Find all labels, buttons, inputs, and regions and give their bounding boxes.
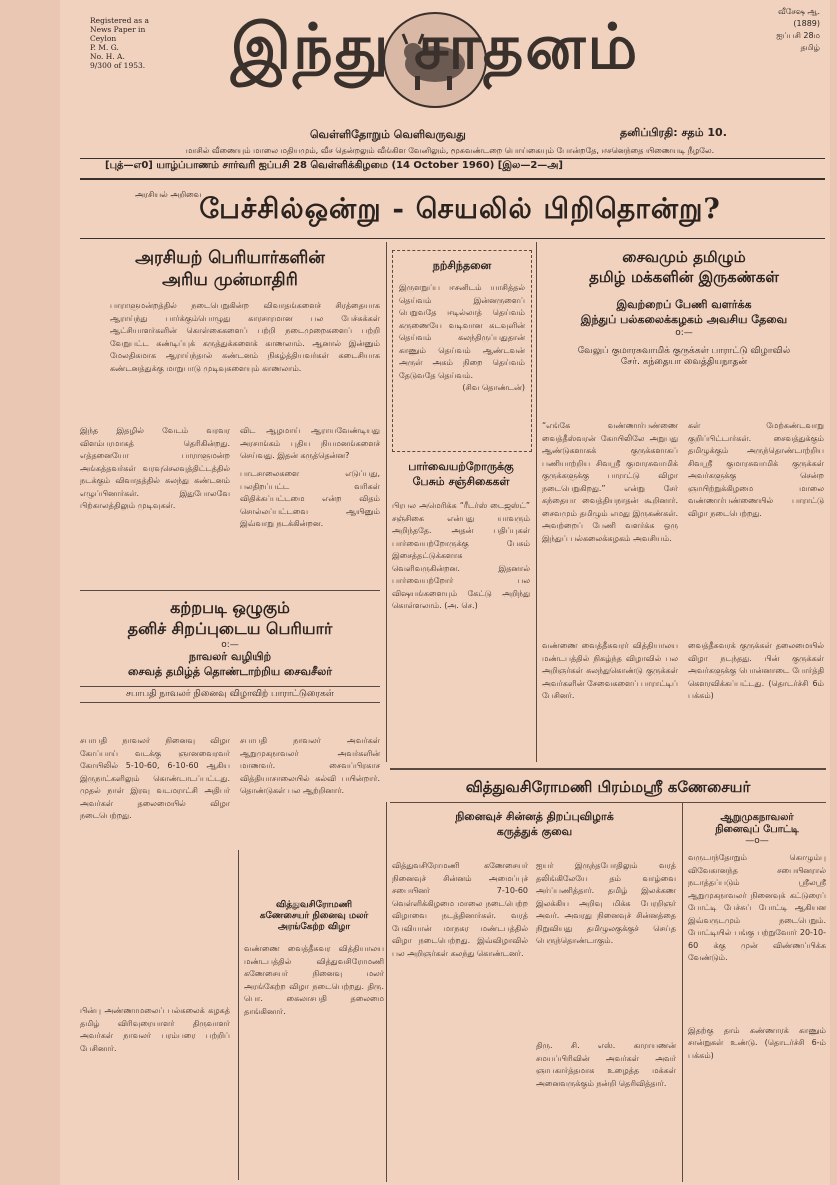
article-paragraph: பின்பு அண்ணாமலைப் பல்கலைக் கழகத் தமிழ் விரிவுரையாளர் திருவாளர் அவர்கள் நாவலர் பரம்பரை பற்றிப் பேசினார்.	[80, 1006, 230, 1053]
column-rule	[536, 242, 537, 762]
article-paragraph: இந்த இதழில் வேடம் வரவர விளம்பரமாகத் தெரிகின்றது. எத்தனையோ பாராளுமன்ற அங்கத்தவர்கள் வரவுசெலவுத்திட்டத்தில் நடக்கும் விவாதத்தில் கலந்து கண்டனம் எழுப்பினார்கள். இதுபோலவே பிற்காலத்திலும் முடிவுகள்.	[80, 426, 230, 510]
headline-kicker: அரசியல் அறிவை	[135, 190, 202, 199]
separator: o:—	[675, 328, 693, 338]
article-paragraph: இதற்கு தாம் கண்ணாரக் காணும் சான்றுகள் உண்டு. (தொடர்ச்சி 6-ம் பக்கம்)	[688, 1025, 826, 1060]
article-paragraph: ஐயர் இருந்தபோதிலும் வரத் தலிங்கிலேயே தம் வாழ்வை அர்ப்பணித்தார். தமிழ் இலக்கண இலக்கிய அறிவு மிக்க பேரறிஞர் அவர். அவரது நினைவுச் சின்னத்தை நிறுவியது தமிழுலகுக்குச் செய்த பெருந்தொண்டாகும்.	[536, 861, 676, 945]
thought-box	[392, 250, 532, 452]
registration-notice	[90, 16, 170, 70]
divider	[390, 802, 826, 803]
article-subtitle: தமிழ் மக்களின் இருகண்கள்	[589, 268, 779, 286]
article-paragraph: வண்ணை வைத்தீசுவரர் வித்தியாலய மண்டபத்தில் நிகழ்ந்த விழாவில் பல அறிஞர்கள் கலந்துகொண்டு குருக்கள் அவர்களின் சேவைகளைப் பாராட்டிப் பேசினர்.	[542, 641, 678, 700]
divider	[80, 238, 825, 239]
article-title: கற்றபடி ஒழுகும்	[170, 598, 290, 617]
edition-line: ஐப்பசி 28ம	[776, 31, 820, 40]
divider	[80, 178, 825, 180]
article-title: அரசியற் பெரியார்களின்	[135, 248, 325, 268]
article-paragraph: பாடசாலைகளை எடுப்பது, பலதிறப்பட்ட வரிகள் விதிக்கப்பட்டமை என்ற விதம் சொல்லப்பட்டவை ஆயினும் இவ்வாறு நடக்கின்றன.	[240, 469, 380, 528]
price-label: தனிப்பிரதி: சதம் 10.	[620, 126, 727, 139]
article-sabapathi-navalar	[80, 598, 380, 703]
divider	[80, 158, 825, 159]
tagline-verse: மாசில் வீணையும் மாலை மதியமும், வீச தென்றலும் வீங்கிள வேனிலும், மூசுவண்டறை பொய்கையும் போன்றதே, ஈசனெந்தை யிணையடி நீழலே.	[185, 146, 715, 155]
article-saivam-tamil	[542, 248, 826, 368]
article-paragraph: வண்ணை வைத்தீசுவர வித்தியாலய மண்டபத்தில் வித்துவசிரோமணி கணேசையர் நினைவு மலர் அரங்கேற்ற விழா நடைபெற்றது. திரு. பொ. கைலாசபதி தலைமை தாங்கினார்.	[244, 944, 384, 1016]
edition-line: (1889)	[793, 19, 820, 28]
dateline: [புத்—எ0] யாழ்ப்பாணம் சார்வரி ஐப்பசி 28 வெள்ளிக்கிழமை (14 October 1960) [இல—2—அ]	[105, 160, 563, 171]
article-political-leaders	[80, 248, 380, 375]
registration-line: 9/300 of 1953.	[90, 61, 146, 70]
article-navalar-contest	[688, 812, 826, 1062]
edition-line: தமிழ்	[800, 43, 820, 52]
separator: —o—	[745, 836, 769, 846]
edition-line: வீசேஷ ஆ.	[778, 7, 820, 16]
newspaper-page	[60, 0, 830, 1185]
publication-frequency: வெள்ளிதோறும் வெளிவருவது	[310, 128, 466, 141]
separator: o:—	[221, 640, 239, 650]
article-subheading: ஆறுமுகநாவலர்	[720, 812, 794, 823]
registration-line: Registered as a	[90, 16, 149, 25]
article-talking-magazines	[392, 460, 530, 613]
box-title: நற்சிந்தனை	[432, 259, 492, 272]
masthead-edition-info	[740, 6, 820, 54]
column-rule	[386, 802, 387, 1182]
article-paragraph: கள் மேற்கண்டவாறு குறிப்பிட்டார்கள். சைவத்துக்கும் தமிழுக்கும் அருந்தொண்டாற்றிய சிவஸ்ரீ குமாரசுவாமிக் குருக்கள் அவர்களுக்கு சென்ற ஞாயிற்றுக்கிழமை மாலை வண்ணார்பண்ணையில் பாராட்டு விழா நடைபெற்றது.	[688, 421, 824, 518]
article-subheading: சைவத் தமிழ்த் தொண்டாற்றிய சைவசீலர்	[127, 665, 333, 678]
column-rule	[682, 802, 683, 1182]
divider	[390, 768, 826, 770]
article-caption: சபாபதி நாவலர் நினைவு விழாவிற் பாராட்டுரைகள்	[80, 686, 380, 703]
article-paragraph: சபாபதி நாவலர் அவர்கள் ஆறுமுகநாவலர் அவர்களின் மாணவர். சைவப்பிரகாச வித்தியாசாலையில் கல்வி பயின்றார். தொண்டுகள் பல ஆற்றினார்.	[240, 736, 380, 795]
article-paragraph: வித்துவசிரோமணி கணேசையர் நினைவுச் சின்னம் அமைப்புச் சபையினர் 7-10-60 வெள்ளிக்கிழமை மாலை நடைபெற்ற விழாவை நடத்தினார்கள். வரத் பேவியான் மாநகர மண்டபத்தில் விழா நடைபெற்றது. இவ்விழாவில் பல அறிஞர்கள் கலந்து கொண்டனர்.	[392, 861, 528, 958]
article-subheading: நாவலர் வழியிற்	[188, 650, 272, 663]
column-rule	[238, 850, 239, 1180]
poem-text: இருளறுப்ப ஈசனிடம் யாசித்தல் தெய்வம் இன்னருளைப் பெறுவதே ஈடில்லாத் தெய்வம் கருணையே வடிவான கடவுளின் தெய்வம் கலந்திருப்பதுதான் காணும் தெய்வம் ஆண்டவன் அருள் அகம் நிறை தெய்வம் தேடுவதே தெய்வம்.	[399, 283, 525, 380]
article-subheading: கருத்துக் குவை	[496, 825, 573, 838]
article-ganesaiyar	[392, 810, 677, 840]
article-paragraph: சபாபதி நாவலர் நினைவு விழா கோப்பாய் வடக்கு ஞானவைரவர் கோயிலில் 5-10-60, 6-10-60 ஆகிய இருநாட்களிலும் கொண்டாடப்பட்டது. முதல் நாள் இரவு வடமராட்சி அதிபர் அவர்கள் தலைமையில் விழா நடைபெற்றது.	[80, 736, 230, 820]
article-subheading: இவற்றைப் பேணி வளர்க்க	[616, 298, 752, 311]
article-subheading: அரங்கேற்ற விழா	[277, 922, 351, 932]
article-subtitle: தனிச் சிறப்புடைய பெரியார்	[127, 619, 333, 638]
registration-line: No. H. A.	[90, 52, 125, 61]
article-title: பார்வையற்றோருக்கு	[408, 460, 514, 473]
article-title: சைவமும் தமிழும்	[622, 248, 746, 266]
article-paragraph: திரு. சி. எஸ். காராயணன் சமயப்பிரிவின் அவர்கள் அவர் ஞாபகார்த்தமாக உழைத்த மக்கள் அனைவருக்கும் நன்றி தெரிவித்தார்.	[536, 1041, 676, 1088]
article-title: வித்துவசிரோமணி பிரம்மஸ்ரீ கணேசையர்	[465, 778, 751, 796]
registration-line: P. M. G.	[90, 43, 119, 52]
article-paragraph: பாராளுமன்றத்தில் நடைபெறுகின்ற விவாதங்களைச் சிரத்தையாக ஆராய்ந்து பார்க்கும்பொழுது காரசாரமான பல பேச்சுக்கள் ஆட்சியாளர்களின் கொள்கைகளைப் பற்றி நடைமுறைகளைப் பற்றி வேறுபட்ட கண்டிப்புக் கருத்துக்களைக் காணலாம். ஆனால் இன்னும் மேலதிகமாக ஆராய்ந்தால் கண்டனம் நிகழ்த்தியவர்கள் கடைசியாக கண்டனத்துக்கு மாறுபாடு முடிவுகளையும் காணலாம்.	[110, 301, 380, 373]
column-rule	[386, 242, 387, 762]
article-caption: சேர். கந்தையா வைத்தியநாதன்	[620, 357, 748, 367]
divider	[80, 590, 380, 591]
article-subheading: இந்துப் பல்கலைக்கழகம் அவசிய தேவை	[580, 313, 788, 326]
article-paragraph: வைத்தீசுவரக் குருக்கள் தலைமையில் விழா நடந்தது. பின் குருக்கள் அவர்களுக்கு பொன்னாடை போர்த்தி கௌரவிக்கப்பட்டது. (தொடர்ச்சி 6ம் பக்கம்)	[688, 641, 824, 700]
article-paragraph: “எங்கே வண்ணார்பண்ணை வைத்தீஸ்வரன் கோயிலிலே அறுபது ஆண்டுகளாகக் குருக்களாகப் பணியாற்றிய சிவஸ்ரீ குமாரசுவாமிக் குருக்களுக்கு பாராட்டு விழா நடைபெறுகிறது.” என்று சேர் கந்தையா வைத்தியநாதன் கூறினார். சைவமும் தமிழும் எமது இருகண்கள். அவற்றைப் பேணி வளர்க்க ஒரு இந்துப் பல்கலைக்கழகம் அவசியம்.	[542, 421, 678, 543]
article-subheading: நினைவுச் சின்னத் திறப்புவிழாக்	[455, 810, 614, 823]
masthead-title: இந்து சாதனம்	[230, 10, 640, 83]
article-subheading: நினைவுப் போட்டி	[715, 824, 799, 835]
article-paragraph: வருடாந்தோறும் கொழும்பு விவேகானந்த சபையினரால் நடாத்தப்படும் ஸ்ரீலஸ்ரீ ஆறுமுகநாவலர் நினைவுக் கட்டுரைப் போட்டி பேச்சுப் போட்டி ஆகியன இவ்வருடமும் நடைபெறும். போட்டியில் பங்கு பற்றுவோர் 20-10-60 க்கு முன் விண்ணப்பிக்க வேண்டும்.	[688, 853, 826, 962]
registration-line: Ceylon	[90, 34, 117, 43]
article-subheading: வித்துவசிரோமணி	[276, 900, 352, 910]
article-paragraph: பிரபல அமெரிக்க “ரீடர்ஸ் டைஜஸ்ட்” சஞ்சிகை என்பது யாவரும் அறிந்ததே. அதன் பதிப்புகள் பார்வையற்றோருக்கு பேசும் இசைத்தட்டுக்களாக வெளிவருகின்றன. இதனால் பார்வையற்றோர் பல விஷயங்களையும் கேட்டு அறிந்து கொள்ளலாம். (அ. செ.)	[392, 501, 530, 610]
article-caption: வேலுப் குமாரசுவாமிக் குருக்கள் பாராட்டு விழாவில்	[577, 346, 791, 356]
article-memorial-release	[244, 900, 384, 1018]
article-paragraph: விட ஆழமாய் ஆராயவேண்டியது அரசாங்கம் புதிய நியமனங்களைச் செய்வது. இதன் கருத்தென்ன?	[240, 426, 380, 460]
article-subtitle: பேசும் சஞ்சிகைகள்	[412, 475, 510, 488]
article-subtitle: அரிய முன்மாதிரி	[162, 270, 298, 290]
registration-line: News Paper in	[90, 25, 146, 34]
poem-author: (சிவ தொண்டன்)	[462, 383, 525, 392]
masthead-title-block	[165, 8, 705, 106]
article-subheading: கணேசையர் நினைவு மலர்	[259, 911, 369, 921]
main-headline: பேச்சில்ஒன்று - செயலில் பிறிதொன்று?	[199, 192, 721, 225]
